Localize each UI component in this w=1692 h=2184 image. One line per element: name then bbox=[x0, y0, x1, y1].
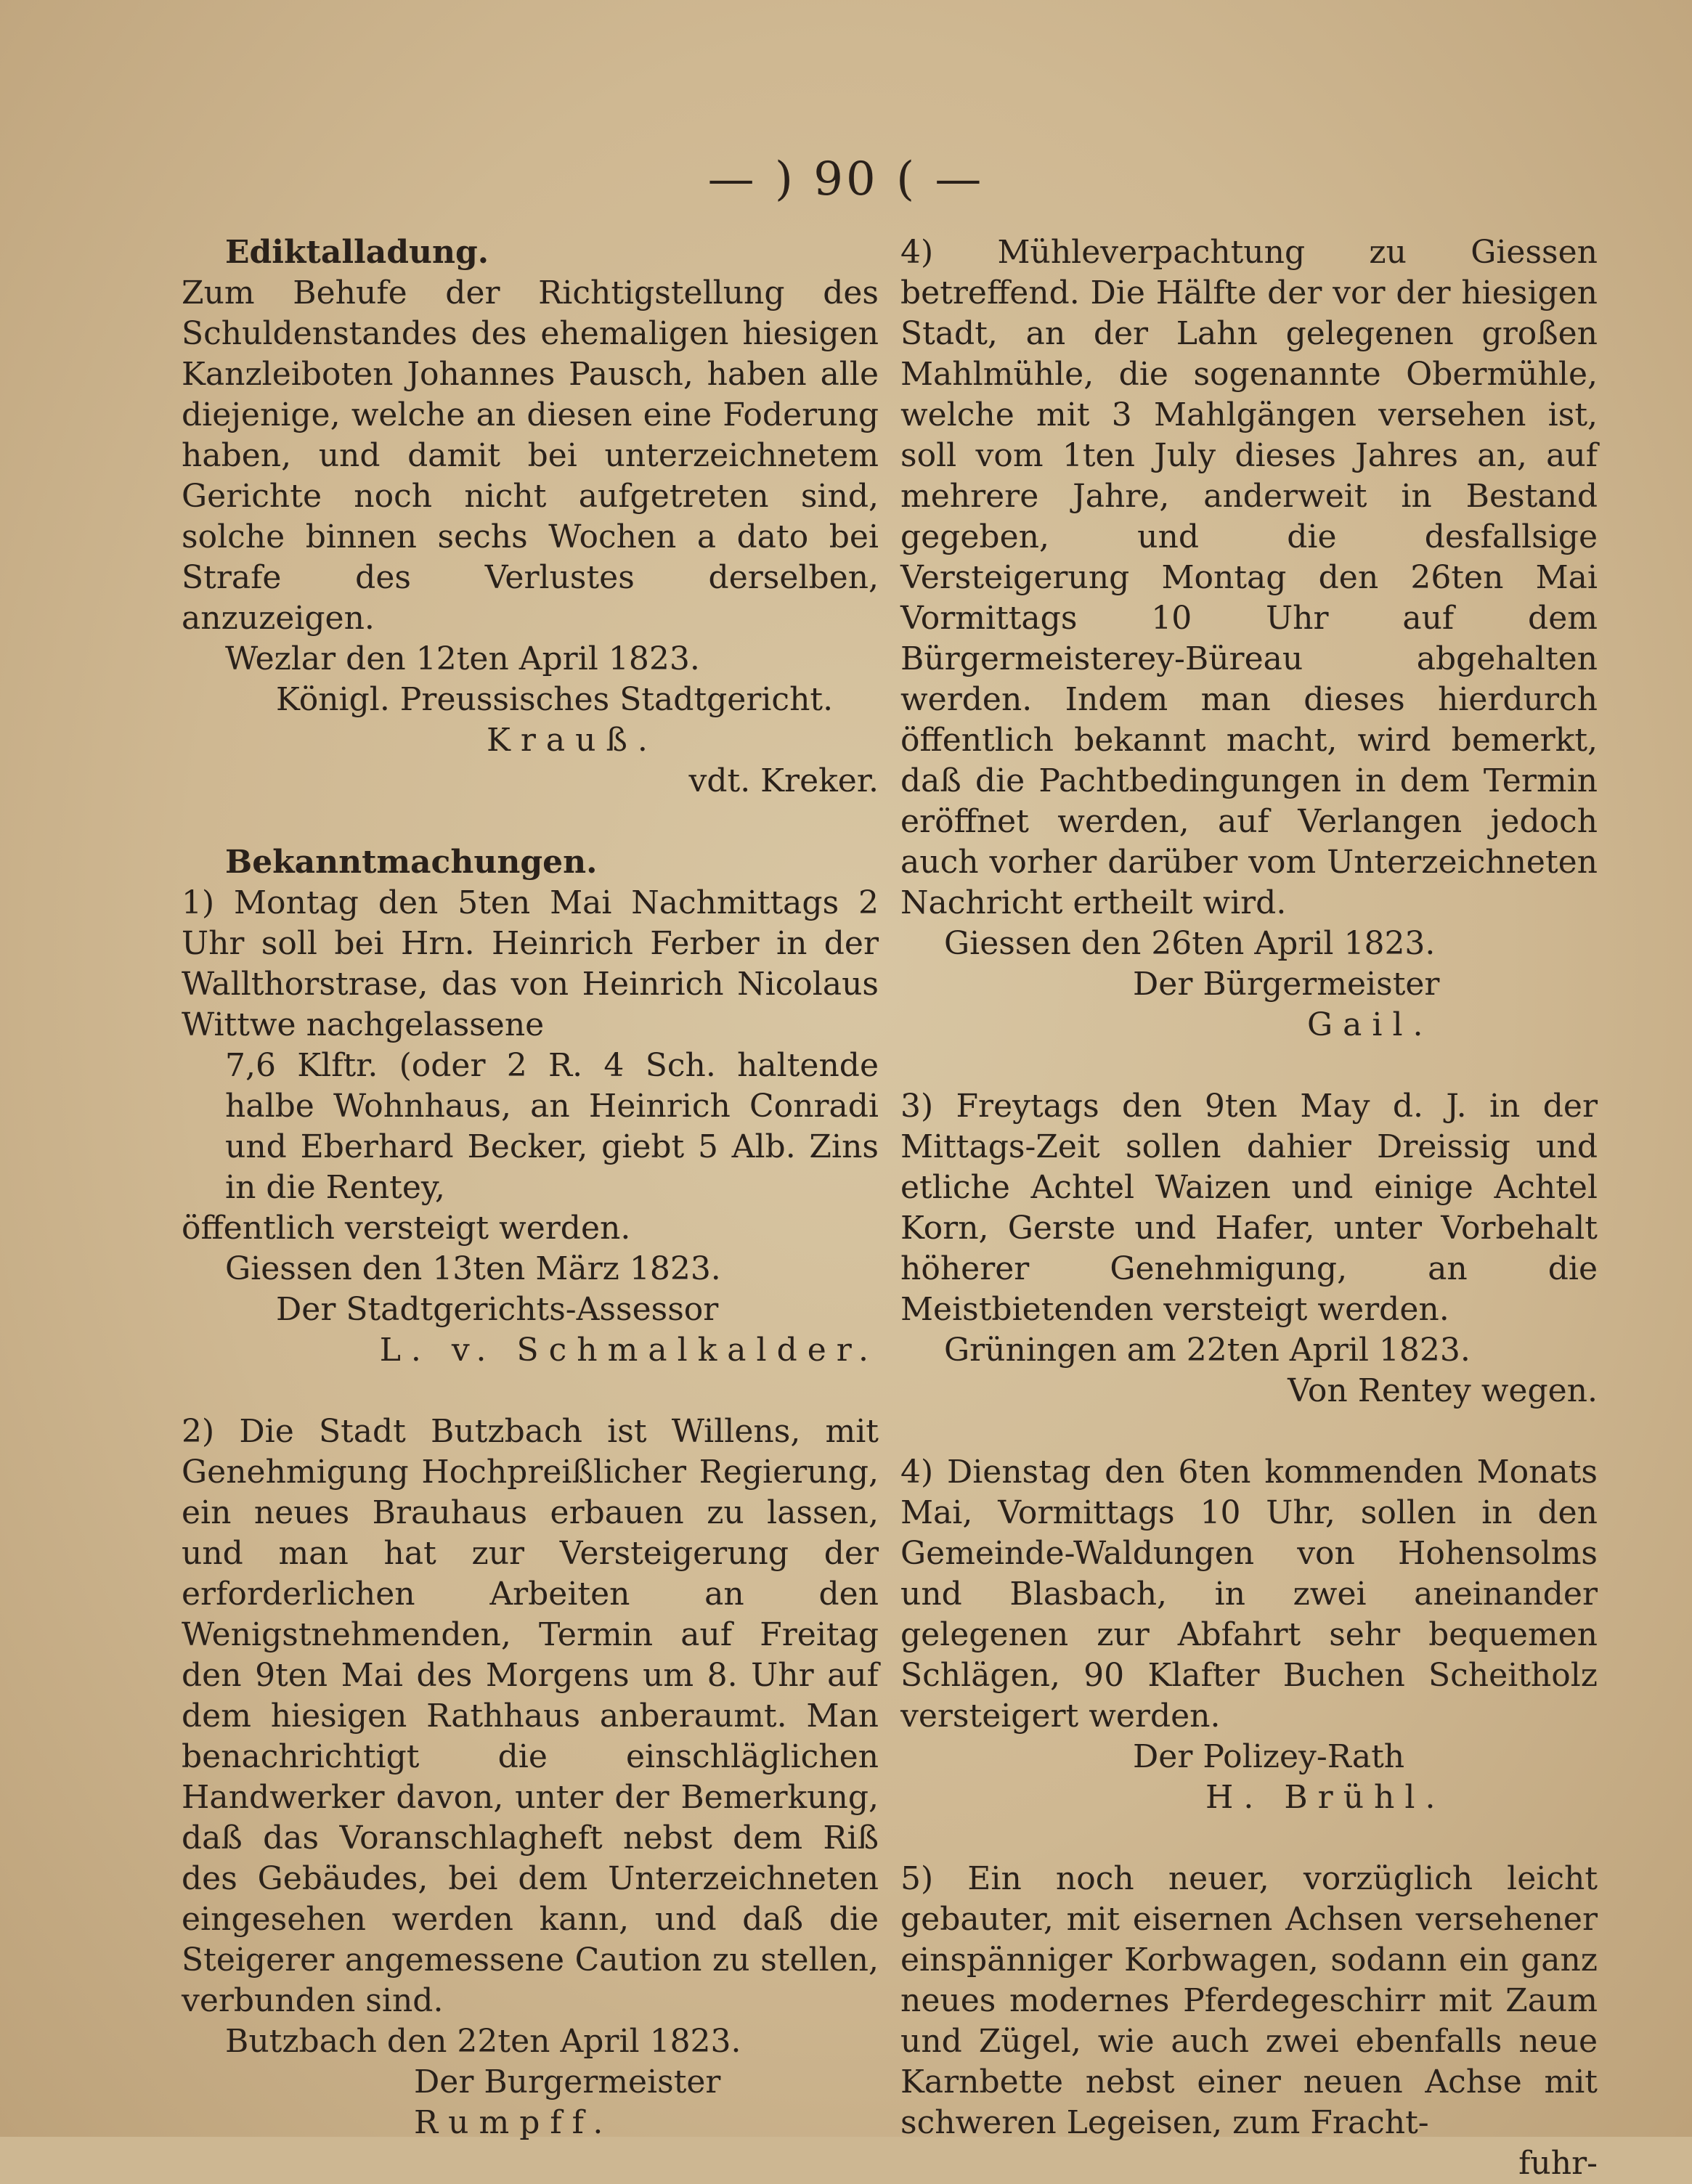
grain-auction-body: 3) Freytags den 9ten May d. J. in der Mittags-Zeit sollen dahier Dreissig und etliche Achtel Waizen und einige Achtel Korn, Gerste und Hafer, unter Vorbehalt höherer Genehmigung, an die Meistbietenden versteigt werden. bbox=[900, 1088, 1598, 1328]
edict-notice bbox=[182, 232, 879, 802]
edict-countersign: vdt. Kreker. bbox=[688, 762, 879, 799]
edict-signature: Krauß. bbox=[487, 722, 658, 759]
left-column bbox=[182, 232, 879, 2143]
grain-auction-notice bbox=[900, 1086, 1598, 1411]
wagon-sale-notice bbox=[900, 1859, 1598, 2184]
timber-auction-signature: H. Brühl. bbox=[1205, 1779, 1446, 1816]
announcement-1-signature: L. v. Schmalkalder. bbox=[379, 1332, 879, 1369]
grain-auction-place-date: Grüningen am 22ten April 1823. bbox=[944, 1332, 1471, 1369]
right-column bbox=[900, 232, 1598, 2184]
announcement-1-detail: 7,6 Klftr. (oder 2 R. 4 Sch. haltende halbe Wohnhaus, an Heinrich Conradi und Eberhard Becker, giebt 5 Alb. Zins in die Rentey, bbox=[225, 1047, 879, 1206]
announcement-2-body: 2) Die Stadt Butzbach ist Willens, mit Genehmigung Hochpreißlicher Regierung, ein neues Brauhaus erbauen zu lassen, und man hat zur Versteigerung der erforderlichen Arbeiten an den Wenigstnehmenden, Termin auf Freitag den 9ten Mai des Morgens um 8. Uhr auf dem hiesigen Rathhaus anberaumt. Man benachrichtigt die einschläglichen Handwerker davon, unter der Bemerkung, daß das Voranschlagheft nebst dem Riß des Gebäudes, bei dem Unterzeichneten eingesehen werden kann, und daß die Steigerer angemessene Caution zu stellen, verbunden sind. bbox=[182, 1413, 879, 2019]
announcement-2-role: Der Burgermeister bbox=[414, 2063, 721, 2101]
timber-auction-body: 4) Dienstag den 6ten kommenden Monats Mai, Vormittags 10 Uhr, sollen in den Gemeinde-Waldungen von Hohensolms und Blasbach, in zwei aneinander gelegenen zur Abfahrt sehr bequemen Schlägen, 90 Klafter Buchen Scheitholz versteigert werden. bbox=[900, 1454, 1598, 1735]
edict-body: Zum Behufe der Richtigstellung des Schuldenstandes des ehemaligen hiesigen Kanzleiboten Johannes Pausch, haben alle diejenige, welche an diesen eine Foderung haben, und damit bei unterzeichnetem Gerichte noch nicht aufgetreten sind, solche binnen sechs Wochen a dato bei Strafe des Verlustes derselben, anzuzeigen. bbox=[182, 274, 879, 637]
announcement-2-place-date: Butzbach den 22ten April 1823. bbox=[225, 2023, 741, 2060]
wagon-sale-body: 5) Ein noch neuer, vorzüglich leicht gebauter, mit eisernen Achsen versehener einspänniger Korbwagen, sodann ein ganz neues modernes Pferdegeschirr mit Zaum und Zügel, wie auch zwei ebenfalls neue Karnbette nebst einer neuen Achse mit schweren Legeisen, zum Fracht- bbox=[900, 1860, 1598, 2141]
announcement-2-signature: Rumpff. bbox=[414, 2104, 614, 2141]
edict-title: Ediktalladung. bbox=[225, 234, 489, 271]
announcement-1-intro: 1) Montag den 5ten Mai Nachmittags 2 Uhr soll bei Hrn. Heinrich Ferber in der Wallthorstrase, das von Heinrich Nicolaus Wittwe nachgelassene bbox=[182, 884, 879, 1043]
edict-place-date: Wezlar den 12ten April 1823. bbox=[225, 640, 700, 677]
timber-auction-role: Der Polizey-Rath bbox=[1133, 1738, 1405, 1775]
page-number-header: — ) 90 ( — bbox=[707, 152, 985, 206]
announcements-section bbox=[182, 842, 879, 2143]
edict-authority: Königl. Preussisches Stadtgericht. bbox=[276, 681, 834, 718]
announcement-1-end: öffentlich versteigt werden. bbox=[182, 1210, 631, 1247]
mill-lease-signature: Gail. bbox=[1307, 1006, 1433, 1043]
mill-lease-notice bbox=[900, 232, 1598, 1046]
mill-lease-role: Der Bürgermeister bbox=[1133, 966, 1440, 1003]
catchword: fuhr- bbox=[1518, 2145, 1598, 2182]
grain-auction-signature: Von Rentey wegen. bbox=[1288, 1372, 1598, 1409]
announcement-1-place-date: Giessen den 13ten März 1823. bbox=[225, 1250, 721, 1287]
announcement-1-role: Der Stadtgerichts-Assessor bbox=[276, 1291, 719, 1328]
mill-lease-place-date: Giessen den 26ten April 1823. bbox=[944, 925, 1436, 962]
announcements-title: Bekanntmachungen. bbox=[225, 844, 598, 881]
timber-auction-notice bbox=[900, 1452, 1598, 1818]
mill-lease-body: 4) Mühleverpachtung zu Giessen betreffend. Die Hälfte der vor der hiesigen Stadt, an der Lahn gelegenen großen Mahlmühle, die sogenannte Obermühle, welche mit 3 Mahlgängen versehen ist, soll vom 1ten July dieses Jahres an, auf mehrere Jahre, anderweit in Bestand gegeben, und die desfallsige Versteigerung Montag den 26ten Mai Vormittags 10 Uhr auf dem Bürgermeisterey-Büreau abgehalten werden. Indem man dieses hierdurch öffentlich bekannt macht, wird bemerkt, daß die Pachtbedingungen in dem Termin eröffnet werden, auf Verlangen jedoch auch vorher darüber vom Unterzeichneten Nachricht ertheilt wird. bbox=[900, 234, 1598, 921]
